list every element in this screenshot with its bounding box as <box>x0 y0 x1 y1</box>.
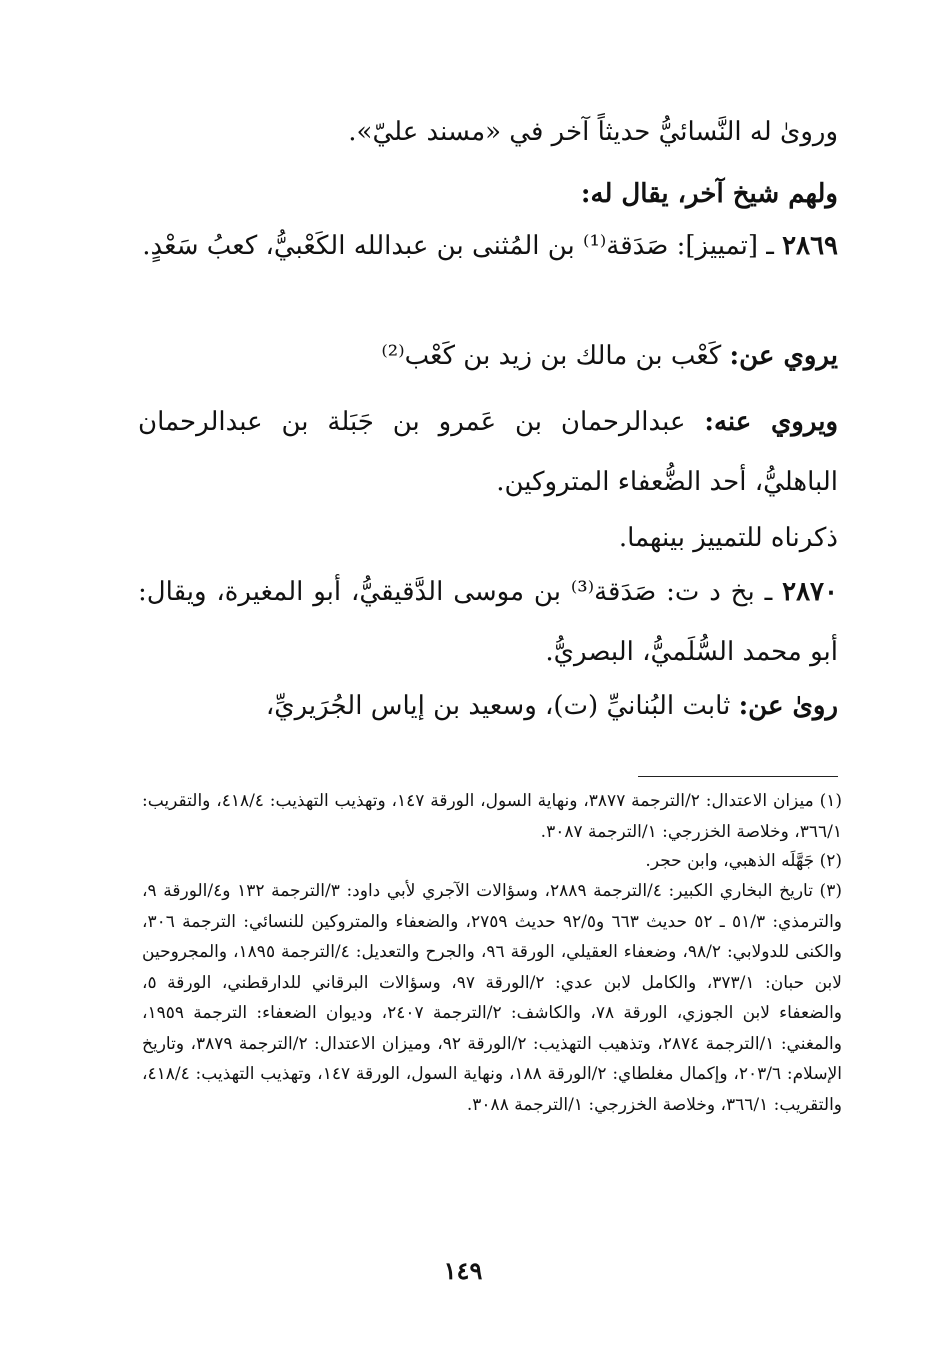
narrates-from-label: روىٰ عن: <box>738 691 838 721</box>
footnote-text: تاريخ البخاري الكبير: ٤/الترجمة ٢٨٨٩، وسؤالات الآجري لأبي داود: ٣/الترجمة ١٣٢ و٤/الورقة ٩، والترمذي: ٥١/٣ ـ ٥٢ حديث ٦٦٣ و٩٢/٥ حديث ٢٧٥٩، والضعفاء والمتروكين للنسائي: الترجمة ٣٠٦، والكنى للدولابي: ٩٨/٢، وضعفاء العقيلي، الورقة ٩٦، والجرح والتعديل: ٤/الترجمة ١٨٩٥، والمجروحين لابن حبان: ٣٧٣/١، والكامل لابن عدي: ٢/الورقة ٩٧، وسؤالات البرقاني للدارقطني، الورقة ٥، والضعفاء لابن الجوزي، الورقة ٧٨، والكاشف: ٢/الترجمة ٢٤٠٧، وديوان الضعفاء: الترجمة ١٩٥٩، والمغني: ١/الترجمة ٢٨٧٤، وتذهيب التهذيب: ٢/الورقة ٩٢، وميزان الاعتدال: ٢/الترجمة ٣٨٧٩، وتاريخ الإسلام: ٢٠٣/٦، وإكمال مغلطاي: ٢/الورقة ١٨٨، ونهاية السول، الورقة ١٤٧، وتهذيب التهذيب: ٤١٨/٤، والتقريب: ٣٦٦/١، وخلاصة الخزرجي: ١/الترجمة ٣٠٨٨. <box>142 881 843 1115</box>
distinction-note: ذكرناه للتمييز بينهما. <box>618 523 838 553</box>
footnote-separator <box>638 776 838 777</box>
text-line-another-sheikh <box>138 174 838 214</box>
footnote-text: ميزان الاعتدال: ٢/الترجمة ٣٨٧٧، ونهاية السول، الورقة ١٤٧، وتهذيب التهذيب: ٤١٨/٤، والتقريب: ٣٦٦/١، وخلاصة الخزرجي: ١/الترجمة ٣٠٨٧. <box>142 791 842 842</box>
narrated-by-label: ويروي عنه: <box>704 407 838 437</box>
footnote-marker: (١) <box>819 791 843 811</box>
entry-2870-narrates-from <box>138 686 838 726</box>
page-number: ١٤٩ <box>443 1256 483 1285</box>
entry-text: ـ [تمييز]: صَدَقة⁽¹⁾ بن المُثنى بن عبدالله الكَعْبيُّ، كعبُ سَعْدٍ. <box>142 231 783 261</box>
narrates-from-text: كَعْب بن مالك بن زيد بن كَعْب⁽²⁾ <box>381 341 730 371</box>
narrates-from-label: يروي عن: <box>729 341 838 371</box>
footnote-3 <box>142 876 842 1120</box>
entry-2869 <box>138 216 838 276</box>
nasai-sentence: وروىٰ له النَّسائيُّ حديثاً آخر في «مسند عليّ». <box>348 117 838 147</box>
entry-2869-note <box>138 518 838 558</box>
text-line-nasai <box>138 112 838 152</box>
another-sheikh-sentence: ولهم شيخ آخر، يقال له: <box>580 179 838 209</box>
entry-text: ـ بخ د ت: صَدَقة⁽³⁾ بن موسى الدَّقيقيُّ، أبو المغيرة، ويقال: أبو محمد السُّلَميُّ، البصريُّ. <box>138 577 838 667</box>
entry-2870 <box>138 562 838 682</box>
narrates-from-text: ثابت البُنانيِّ (ت)، وسعيد بن إياس الجُرَيريِّ، <box>265 691 739 721</box>
footnote-2 <box>142 846 842 877</box>
footnote-marker: (٣) <box>819 881 842 901</box>
narrated-by-text: عبدالرحمان بن عَمرو بن جَبَلة بن عبدالرحمان الباهليُّ، أحد الضُّعفاء المتروكين. <box>138 407 838 497</box>
entry-number: ٢٨٧٠ <box>782 577 838 607</box>
entry-2869-narrates-from <box>138 336 838 376</box>
footnote-1 <box>142 786 842 847</box>
entry-2869-narrated-by <box>138 392 838 512</box>
footnote-marker: (٢) <box>819 851 842 871</box>
footnote-text: جَهَّلَه الذهبي، وابن حجر. <box>645 851 820 871</box>
entry-number: ٢٨٦٩ <box>782 231 838 261</box>
